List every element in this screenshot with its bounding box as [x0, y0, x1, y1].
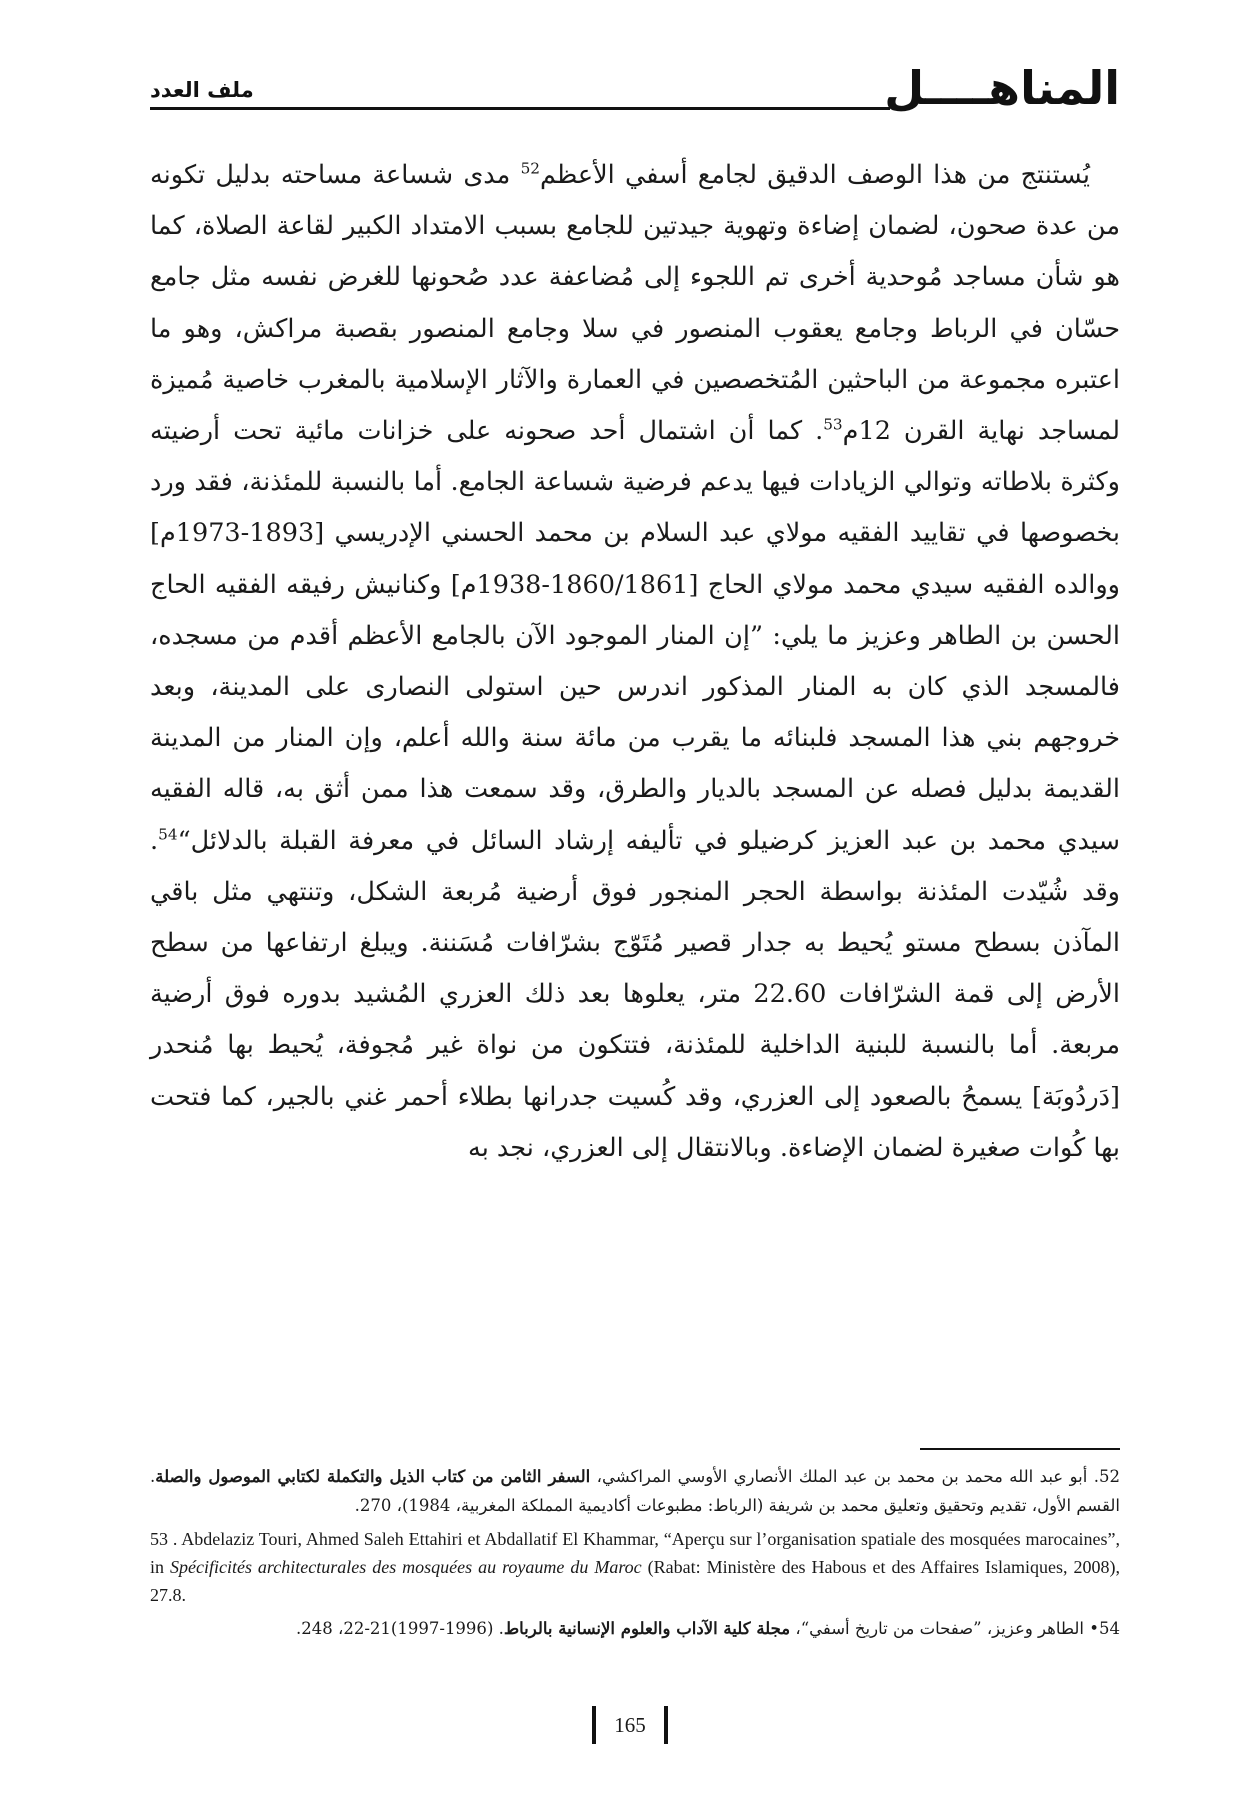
footnote-title: السفر الثامن من كتاب الذيل والتكملة لكتابي الموصول والصلة	[155, 1467, 591, 1486]
footnotes	[150, 1462, 1120, 1648]
journal-logo: المناهــــل	[884, 61, 1120, 115]
page-header	[150, 60, 1120, 120]
page-number: 165	[592, 1706, 668, 1744]
body-paragraph	[150, 150, 1120, 1174]
body-text-segment: . كما أن اشتمال أحد صحونه على خزانات مائية تحت أرضيته وكثرة بلاطاته وتوالي الزيادات فيها يدعم فرضية شساعة الجامع. أما بالنسبة للمئذنة، فقد ورد بخصوصها في تقاييد الفقيه مولاي عبد السلام بن محمد الحسني الإدريسي [1893-1973م] ووالده الفقيه سيدي محمد مولاي الحاج [1860/1861-1938م] وكنانيش رفيقه الفقيه الحاج الحسن بن الطاهر وعزيز ما يلي: ”إن المنار الموجود الآن بالجامع الأعظم أقدم من مسجده، فالمسجد الذي كان به المنار المذكور اندرس حين استولى النصارى على المدينة، وبعد خروجهم بني هذا المسجد فلبنائه ما يقرب من مائة سنة والله أعلم، وإن المنار من المدينة القديمة بدليل فصله عن المسجد بالديار والطرق، وقد سمعت هذا ممن أثق به، قاله الفقيه سيدي محمد بن عبد العزيز كرضيلو في تأليفه إرشاد السائل في معرفة القبلة بالدلائل“	[150, 416, 1120, 856]
footnote-title: مجلة كلية الآداب والعلوم الإنسانية بالرباط	[503, 1619, 791, 1638]
footnote-text: . القسم الأول، تقديم وتحقيق وتعليق محمد بن شريفة (الرباط: مطبوعات أكاديمية المملكة المغربية، 1984)، 270.	[150, 1467, 1120, 1515]
footnote-ref-52[interactable]: 52	[520, 159, 541, 178]
header-rule	[150, 107, 890, 110]
footnote-number: 53 .	[150, 1529, 178, 1549]
footnote-52	[150, 1462, 1120, 1520]
footnote-separator	[920, 1448, 1120, 1450]
footnote-ref-53[interactable]: 53	[823, 415, 843, 434]
footnote-text: أبو عبد الله محمد بن محمد بن عبد الملك الأنصاري الأوسي المراكشي،	[590, 1467, 1094, 1486]
footnote-ref-54[interactable]: 54	[158, 825, 178, 844]
section-title: ملف العدد	[150, 78, 254, 102]
footnote-number: 52.	[1093, 1467, 1120, 1486]
footnote-text: (Rabat: Ministère des Habous et des Affaires Islamiques, 2008), 27.8.	[150, 1557, 1120, 1605]
footnote-title: Spécificités architecturales des mosquées au royaume du Maroc	[169, 1557, 642, 1577]
body-text-segment: يُستنتج من هذا الوصف الدقيق لجامع أسفي الأعظم	[540, 160, 1090, 190]
body-text-segment: مدى شساعة مساحته بدليل تكونه من عدة صحون، لضمان إضاءة وتهوية جيدتين للجامع بسبب الامتداد الكبير لقاعة الصلاة، كما هو شأن مساجد مُوحدية أخرى تم اللجوء إلى مُضاعفة عدد صُحونها للغرض نفسه مثل جامع حسّان في الرباط وجامع يعقوب المنصور في سلا وجامع المنصور بقصبة مراكش، وهو ما اعتبره مجموعة من الباحثين المُتخصصين في العمارة والآثار الإسلامية بالمغرب خاصية مُميزة لمساجد نهاية القرن 12م	[150, 160, 1120, 447]
footnote-text: . (1996-1997)21-22، 248.	[296, 1619, 504, 1638]
article-body	[150, 150, 1120, 1174]
footnote-53	[150, 1525, 1120, 1609]
body-text-segment: . وقد شُيّدت المئذنة بواسطة الحجر المنجور فوق أرضية مُربعة الشكل، وتنتهي مثل باقي المآذن بسطح مستو يُحيط به جدار قصير مُتَوّج بشرّافات مُسَننة. ويبلغ ارتفاعها من سطح الأرض إلى قمة الشرّافات 22.60 متر، يعلوها بعد ذلك العزري المُشيد بدوره فوق أرضية مربعة. أما بالنسبة للبنية الداخلية للمئذنة، فتتكون من نواة غير مُجوفة، يُحيط بها مُنحدر [دَردُوبَة] يسمحُ بالصعود إلى العزري، وقد كُسيت جدرانها بطلاء أحمر غني بالجير، كما فتحت بها كُوات صغيرة لضمان الإضاءة. وبالانتقال إلى العزري، نجد به	[150, 825, 1120, 1163]
footnote-text: Abdelaziz Touri, Ahmed Saleh Ettahiri et Abdallatif El Khammar, “Aperçu sur l’organisation spatiale des mosquées marocaines”, in	[150, 1529, 1121, 1577]
footnote-number: 54•	[1089, 1619, 1120, 1638]
footnote-text: الطاهر وعزيز، ”صفحات من تاريخ أسفي“،	[790, 1619, 1090, 1638]
page-footer	[0, 1706, 1260, 1744]
footnote-54	[150, 1614, 1120, 1643]
